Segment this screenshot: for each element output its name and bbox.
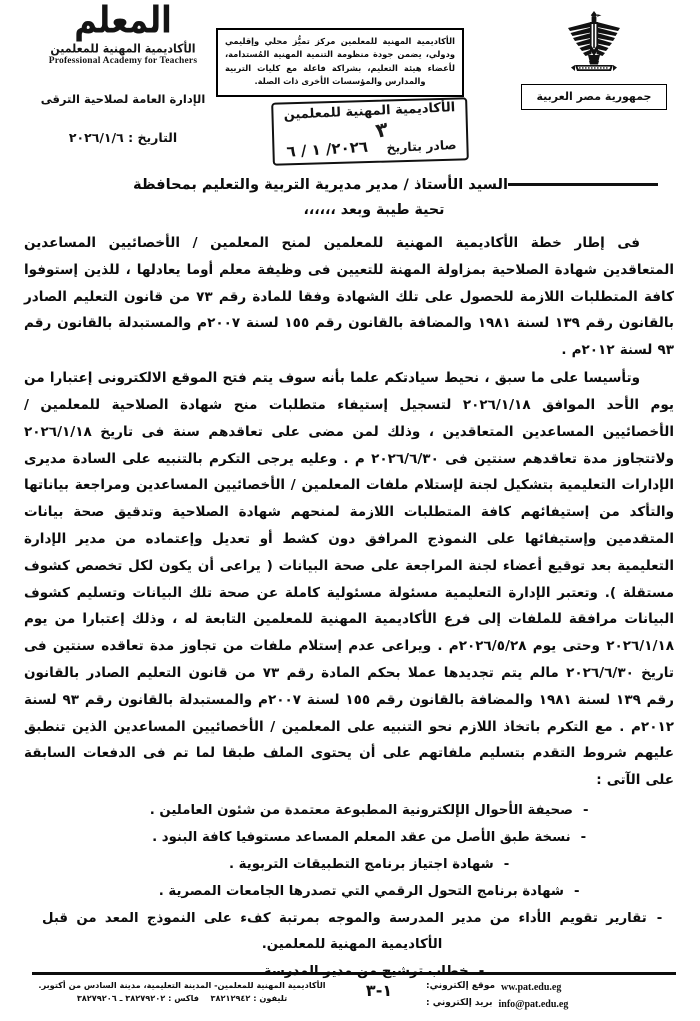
list-item-label: تقارير تقويم الأداء من مدير المدرسة والموجه بمرتبة كفء على النموذج المعد من قبل الأكاديمية المهنية للمعلمين. xyxy=(42,910,647,952)
list-item-label: صحيفة الأحوال الإلكترونية المطبوعة معتمدة من شئون العاملين . xyxy=(149,803,573,819)
paragraph-2: وتأسيسا على ما سبق ، نحيط سيادتكم علما بأنه سوف يتم فتح الموقع الالكترونى إعتبارا من يوم الأحد الموافق ٢٠٢٦/١/١٨ لتسجيل إستيفاء متطلبات منح شهادة الصلاحية للمعلمين / الأخصائيين المساعدين المتعاقدين ، وذلك لمن مضى على تعاقدهم سنة فى تاريخ ٢٠٢٦/١/١٨ ولاتتجاوز مدة تعاقدهم سنتين فى ٢٠٢٦/٦/٣٠ م . وعليه يرجى التكرم بالتنبيه على السادة مديرى الإدارات التعليمية بتشكيل لجنة لإستلام ملفات المعلمين / الأخصائيين المساعدين ومراجعة بياناتها والتأكد من إستيفائهم كافة المتطلبات اللازمة لمنحهم شهادة الصلاحية وتدقيق صحة بيانات المتقدمين وإستيفائها على النموذج المرافق دون كشط أو تعديل وإعتماده من مدير الإدارة التعليمية بعد توقيع أعضاء لجنة المراجعة على صحة البيانات ( يراعى أن يكون لكل تخصص كشوف مستقلة ). وتعتبر الإدارة التعليمية مسئولة مسئولية كاملة عن صحة تلك البيانات وتسليم كشوف البيانات مرافقة للملفات إلى فرع الأكاديمية المهنية للمعلمين التابعة له ، وذلك إعتبارا من يوم ٢٠٢٦/١/١٨ وحتى يوم ٢٠٢٦/٥/٢٨م . ويراعى عدم إستلام ملفات من تجاوز مدة تعاقده سنتين فى تاريخ ٢٠٢٦/٦/٣٠ مالم يتم تجديدها عملا بحكم المادة رقم ٧٣ من قانون التعليم الصادر بالقانون رقم ١٣٩ لسنة ١٩٨١ والمضافة بالقانون رقم ١٥٥ لسنة ٢٠٠٧م والمستبدلة بالقانون رقم ٩٣ لسنة ٢٠١٢م . مع التكرم باتخاذ اللازم نحو التنبيه على المعلمين / الأخصائيين المساعدين الذين تنطبق عليهم شروط التقدم بتسليم ملفاتهم على أن يحتوى الملف طبقا لما تم فى الدفعات السابقة على الآتى : xyxy=(24,370,674,789)
stamp-handwritten-mark: ٣ xyxy=(373,116,391,143)
footer-address-block xyxy=(32,979,332,1006)
academy-logo-icon: المعلم xyxy=(74,0,172,43)
addressee-text: السيد الأستاذ / مدير مديرية التربية والتعليم بمحافظة xyxy=(132,176,508,193)
list-item xyxy=(24,879,674,905)
fax-value: ٣٨٢٧٩٢٠٢ ـ ٣٨٢٧٩٢٠٦ xyxy=(76,993,166,1004)
department-title: الإدارة العامة لصلاحية الترقى xyxy=(40,92,206,106)
outgoing-stamp xyxy=(271,97,469,165)
dash-marker-icon: - xyxy=(583,803,589,819)
list-item xyxy=(24,852,674,878)
page-number: ١-٣ xyxy=(365,981,393,1000)
phone-label: تليفون : xyxy=(253,993,288,1004)
country-name-box: جمهورية مصر العربية xyxy=(521,84,667,110)
stamp-issue-date: ٢٠٢٦/ ١ / ٦ xyxy=(285,137,369,161)
requirements-list xyxy=(24,798,674,984)
website-value[interactable]: ww.pat.edu.eg xyxy=(501,982,562,993)
email-line xyxy=(426,996,676,1013)
eagle-of-saladin-icon xyxy=(510,8,678,80)
letter-body xyxy=(0,176,700,986)
fax-label: فاكس : xyxy=(168,993,200,1004)
dash-marker-icon: - xyxy=(580,829,586,845)
dash-marker-icon: - xyxy=(656,910,662,926)
list-item xyxy=(24,798,674,824)
footer-contact-block xyxy=(426,979,676,1013)
date-value: ٢٠٢٦/١/٦ xyxy=(68,130,124,145)
phone-value: ٣٨٢١٢٩٤٢ xyxy=(210,993,251,1004)
footer-divider xyxy=(32,972,676,976)
academy-name-english: Professional Academy for Teachers xyxy=(48,56,198,66)
date-label: التاريخ : xyxy=(128,130,178,145)
vision-statement-box xyxy=(216,28,464,97)
footer-address: الأكاديمية المهنية للمعلمين- المدينة التعليمية، مدينة السادس من أكتوبر. xyxy=(38,980,326,990)
stamp-title: الأكاديمية المهنية للمعلمين xyxy=(283,100,456,123)
letter-footer xyxy=(32,972,676,1014)
greeting-line: تحية طيبة وبعد ،،،،،، xyxy=(303,202,445,218)
addressee-blank-rule xyxy=(508,183,658,186)
vision-statement-text: الأكاديمية المهنية للمعلمين مركز تميُّز محلي وإقليمي ودولي، يضمن جودة منظومة التنمية المهنية المُستدامة، لأعضاء هيئة التعليم، بشراكة فاعلة مع كليات التربية والمدارس والمؤسسات الأخرى ذات الصلة. xyxy=(225,36,455,87)
dash-marker-icon: - xyxy=(573,883,580,899)
header-left-block xyxy=(28,0,218,145)
list-item-label: نسخة طبق الأصل من عقد المعلم المساعد مستوفيا كافة البنود . xyxy=(152,829,571,845)
header-right-block xyxy=(510,8,678,110)
paragraph-1: فى إطار خطة الأكاديمية المهنية للمعلمين لمنح المعلمين / الأخصائيين المساعدين المتعاقدين شهادة الصلاحية بمزاولة المهنة للتعيين فى وظيفة معلم أوما يعادلها ، للذين إستوفوا كافة المتطلبات اللازمة للحصول على تلك الشهادة وفقا للمادة رقم ٧٣ من قانون التعليم الصادر بالقانون رقم ١٣٩ لسنة ١٩٨١ والمضافة بالقانون رقم ١٥٥ لسنة ٢٠٠٧م والمستبدلة بالقانون رقم ٩٣ لسنة ٢٠١٢م . xyxy=(24,235,675,359)
footer-columns xyxy=(32,979,676,1013)
list-item xyxy=(24,825,674,851)
list-item xyxy=(24,906,674,958)
list-item-label: شهادة اجتياز برنامج التطبيقات التربوية . xyxy=(228,856,494,872)
email-label: بريد إلكتروني : xyxy=(426,998,493,1008)
addressee-row xyxy=(24,176,674,193)
academy-name-arabic: الأكاديمية المهنية للمعلمين xyxy=(50,41,196,56)
letter-date xyxy=(28,130,218,145)
email-value[interactable]: info@pat.edu.eg xyxy=(498,999,569,1010)
website-line xyxy=(426,979,676,996)
footer-phone-fax xyxy=(32,992,332,1005)
list-item-label: شهادة برنامج التحول الرقمي التي تصدرها الجامعات المصرية . xyxy=(158,883,564,899)
stamp-issue-label: صادر بتاريخ xyxy=(385,136,457,156)
letter-header xyxy=(0,0,700,175)
dash-marker-icon: - xyxy=(503,856,510,872)
website-label: موقع إلكتروني: xyxy=(426,981,496,991)
